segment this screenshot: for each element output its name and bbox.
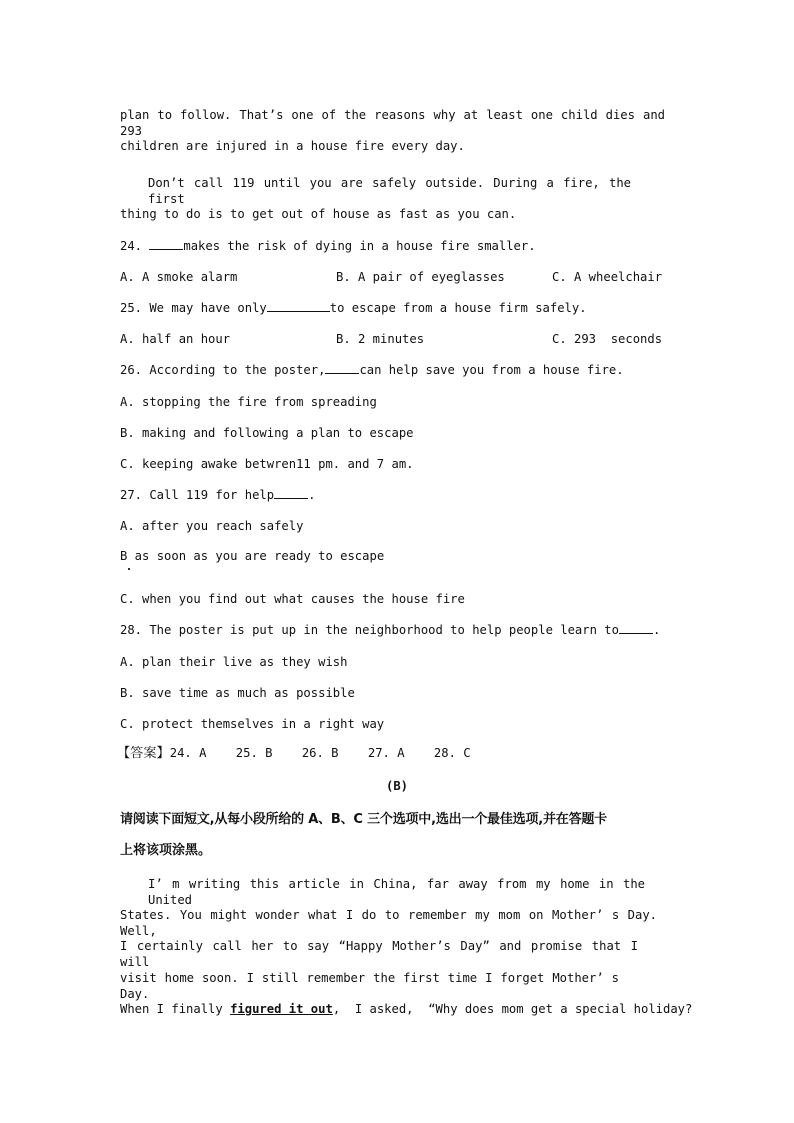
- answer-blank: [149, 238, 183, 250]
- text-line: When I finally figured it out, I asked, “Why does mom get a special holiday?: [120, 1002, 693, 1016]
- text-line: I certainly call her to say “Happy Mother’s Day” and promise that I will: [120, 939, 638, 969]
- text-line: thing to do is to get out of house as fast as you can.: [120, 207, 517, 221]
- text-line: children are injured in a house fire every day.: [120, 139, 465, 153]
- option-a: A. after you reach safely: [120, 519, 304, 533]
- option-c: C. 293 seconds: [552, 332, 663, 346]
- option-a: A. A smoke alarm: [120, 270, 238, 284]
- answer-values: 24. A 25. B 26. B 27. A 28. C: [169, 746, 471, 760]
- option-a: A. stopping the fire from spreading: [120, 395, 377, 409]
- text-line: I’ m writing this article in China, far away from my home in the United: [148, 877, 645, 907]
- underlined-phrase: figured it out: [230, 1002, 333, 1016]
- option-c: C. A wheelchair: [552, 270, 663, 284]
- option-b: B. making and following a plan to escape: [120, 426, 414, 440]
- options-25: [120, 331, 665, 347]
- option-b: B. 2 minutes: [336, 332, 425, 346]
- options-24: [120, 269, 665, 285]
- text-line: plan to follow. That’s one of the reasons why at least one child dies and 293: [120, 108, 665, 138]
- section-heading: (B): [385, 779, 408, 793]
- option-b: B. A pair of eyeglasses: [336, 270, 505, 284]
- option-b: B. save time as much as possible: [120, 686, 355, 700]
- option-c: C. protect themselves in a right way: [120, 717, 385, 731]
- option-c: C. keeping awake betwren11 pm. and 7 am.: [120, 457, 414, 471]
- text-line: Don’t call 119 until you are safely outside. During a fire, the first: [148, 176, 631, 206]
- option-c: C. when you find out what causes the house fire: [120, 592, 465, 606]
- answer-blank: [267, 300, 330, 312]
- instruction: 请阅读下面短文,从每小段所给的 A、B、C 三个选项中,选出一个最佳选项,并在答题卡: [120, 812, 607, 827]
- instruction: 上将该项涂黑。: [120, 843, 212, 858]
- answer-blank: [274, 487, 308, 499]
- question-26: 26. According to the poster, can help save you from a house fire.: [120, 363, 624, 377]
- answer-blank: [619, 622, 653, 634]
- text-line: visit home soon. I still remember the first time I forget Mother’ s Day.: [120, 971, 619, 1001]
- stray-dot: [128, 568, 130, 570]
- option-a: A. half an hour: [120, 332, 231, 346]
- answer-label: 【答案】: [117, 746, 170, 761]
- question-24: 24. makes the risk of dying in a house fire smaller.: [120, 239, 536, 253]
- question-27: 27. Call 119 for help .: [120, 488, 316, 502]
- text-line: States. You might wonder what I do to remember my mom on Mother’ s Day. Well,: [120, 908, 657, 938]
- answer-blank: [325, 362, 359, 374]
- answer-key: [117, 745, 662, 762]
- question-28: 28. The poster is put up in the neighborhood to help people learn to .: [120, 623, 661, 637]
- option-a: A. plan their live as they wish: [120, 655, 348, 669]
- option-b: B as soon as you are ready to escape: [120, 549, 385, 563]
- question-25: 25. We may have only to escape from a house firm safely.: [120, 301, 587, 315]
